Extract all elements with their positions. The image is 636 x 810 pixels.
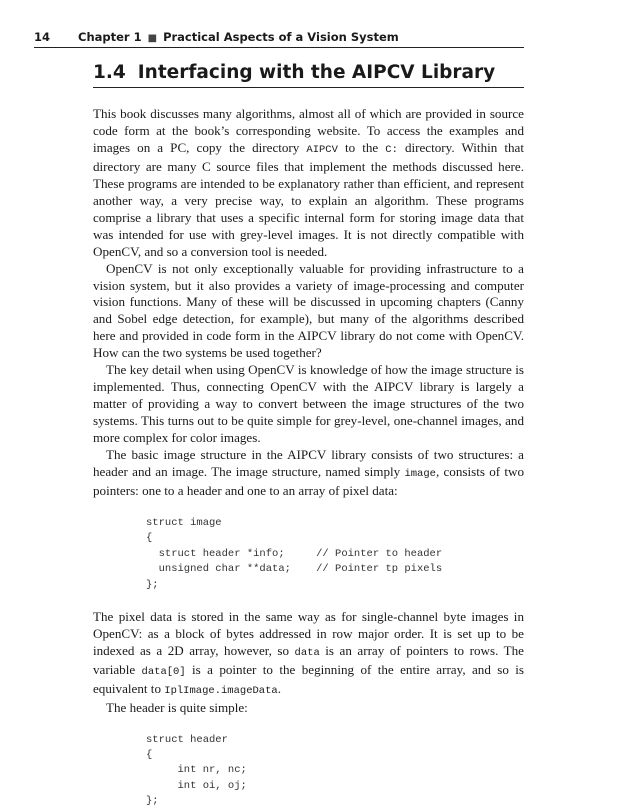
- inline-code-data: data: [294, 646, 320, 659]
- header-separator: ■: [147, 33, 158, 44]
- paragraph-3: The key detail when using OpenCV is knowledge of how the image structure is implemented. Thus, connecting OpenCV with the AIPCV library is largely a matter of providing a way to convert between the image structures of the two systems. This turns out to be quite simple for grey-level, one-channel images, and more complex for color images.: [93, 362, 524, 446]
- chapter-label: Chapter 1: [78, 30, 142, 44]
- running-header: [34, 30, 524, 48]
- section-title: Interfacing with the AIPCV Library: [137, 62, 496, 83]
- paragraph-5: The pixel data is stored in the same way as for single-channel byte images in OpenCV: as a block of bytes addressed in row major order. It is set up to be indexed as a 2D array, however, so data is an array of pointers to rows. The variable data[0] is a pointer to the beginning of the entire array, and so is equivalent to IplImage.imageData.: [93, 608, 524, 697]
- paragraph-2: OpenCV is not only exceptionally valuable for providing infrastructure to a vision system, but it also provides a variety of image-processing and computer vision functions. Many of these will be discussed in upcoming chapters (Canny and Sobel edge detection, for example), but many of the algorithms described here and provided in code form in the AIPCV library do not come with OpenCV. How can the two systems be used together?: [93, 260, 524, 361]
- inline-code-image: image: [404, 468, 436, 481]
- inline-code-data0: data[0]: [141, 665, 186, 678]
- paragraph-6: The header is quite simple:: [106, 699, 248, 715]
- body-text: [93, 106, 524, 810]
- section-heading: [93, 62, 524, 88]
- code-block-header-struct: struct header { int nr, nc; int oi, oj; };: [146, 733, 247, 808]
- inline-code-aipcv: AIPCV: [306, 143, 338, 156]
- chapter-title: Practical Aspects of a Vision System: [163, 30, 399, 44]
- inline-code-iplimage: IplImage.imageData: [164, 684, 278, 697]
- page-number: 14: [34, 30, 51, 44]
- section-number: 1.4: [93, 62, 126, 83]
- inline-code-c-drive: C:: [385, 143, 398, 156]
- paragraph-4: The basic image structure in the AIPCV library consists of two structures: a header and an image. The image structure, named simply image, consists of two pointers: one to a header and one to an array of pixel data:: [93, 447, 524, 498]
- paragraph-1: This book discusses many algorithms, almost all of which are provided in source code form at the book’s corresponding website. To access the examples and images on a PC, copy the directory AIPCV to the C: directory. Within that directory are many C source files that implement the methods discussed here. These programs are intended to be explanatory rather than efficient, and represent another way, a very precise way, to explain an algorithm. These programs comprise a library that uses a specific internal form for storing image data that was intended for use with grey-level images. It is not directly compatible with OpenCV, and so a conversion tool is needed.: [93, 106, 524, 259]
- code-block-image-struct: struct image { struct header *info; // Pointer to header unsigned char **data; // Pointer tp pixels };: [146, 516, 443, 591]
